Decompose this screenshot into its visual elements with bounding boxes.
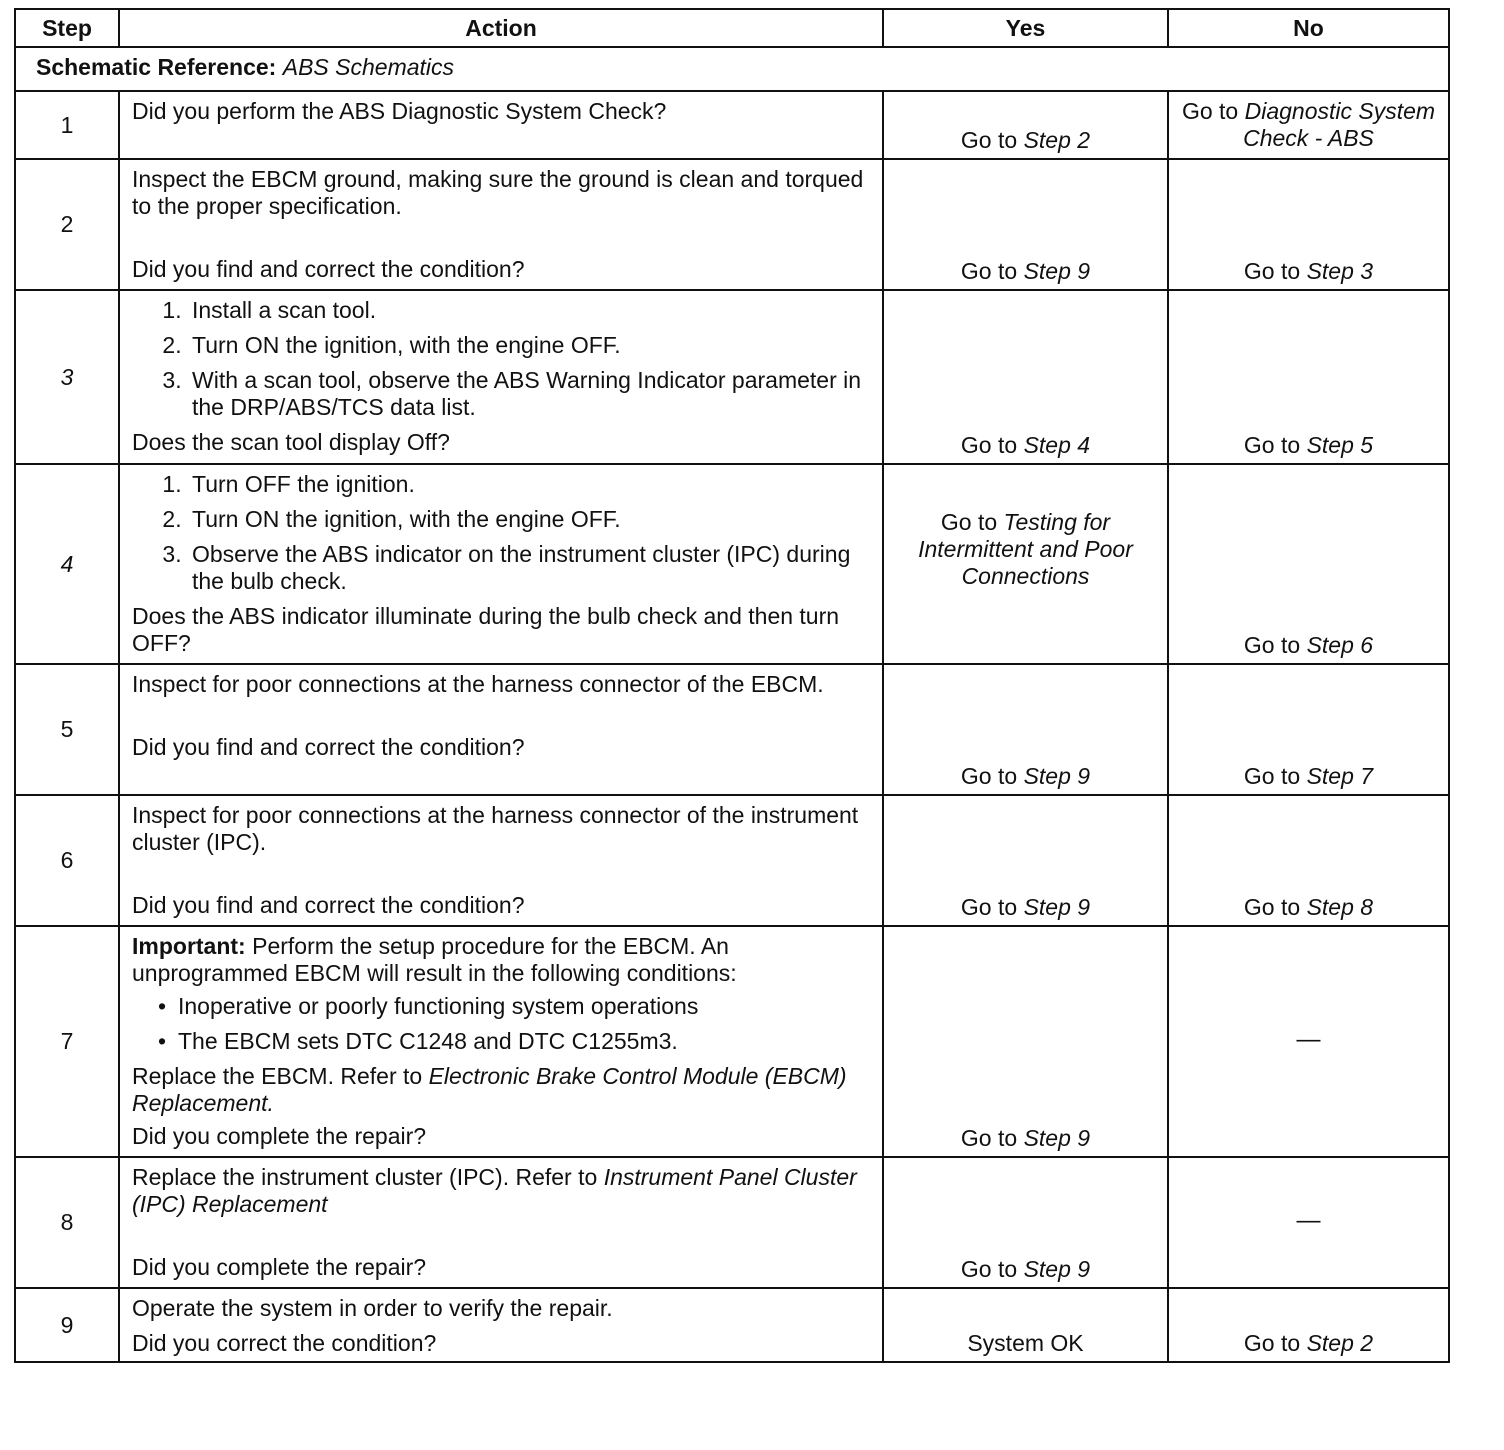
yes-cell [883,464,1168,664]
table-row [15,91,1449,159]
no-cell [1168,464,1449,664]
yes-link[interactable]: Step 9 [1023,1256,1091,1282]
list-item: 3. Observe the ABS indicator on the instrument cluster (IPC) during the bulb check. [188,541,872,595]
action-cell [119,664,883,795]
action-cell [119,1157,883,1288]
replace-instruction [132,1063,872,1117]
step-number: 8 [15,1157,119,1288]
action-cell [119,464,883,664]
no-link[interactable]: Diagnostic System Check - ABS [1243,98,1436,151]
no-link[interactable]: Step 3 [1306,258,1374,284]
yes-cell [883,1157,1168,1288]
replace-link[interactable]: Electronic Brake Control Module (EBCM) Replacement. [132,1063,847,1116]
schematic-label: Schematic Reference: [36,54,277,80]
question-text: Does the ABS indicator illuminate during the bulb check and then turn OFF? [132,603,840,656]
question-text: Did you find and correct the condition? [132,734,525,760]
table-row [15,664,1449,795]
yes-link[interactable]: Step 9 [1023,894,1091,920]
no-cell: — [1168,1157,1449,1288]
action-cell [119,91,883,159]
action-cell [119,290,883,464]
action-text: Did you perform the ABS Diagnostic System Check? [132,98,667,124]
yes-cell [883,91,1168,159]
yes-link[interactable]: Step 9 [1023,258,1091,284]
no-link[interactable]: Step 7 [1306,763,1374,789]
yes-link[interactable]: Step 4 [1023,432,1091,458]
step-number: 9 [15,1288,119,1362]
yes-prefix: Go to [960,894,1018,920]
no-prefix: Go to [1243,763,1301,789]
step-number: 7 [15,926,119,1157]
no-prefix: Go to [1243,894,1301,920]
schematic-row [15,47,1449,91]
list-item: 1. Install a scan tool. [188,297,872,324]
no-cell [1168,1288,1449,1362]
header-action: Action [119,9,883,47]
list-item: • Inoperative or poorly functioning system operations [178,993,872,1020]
action-text: Inspect for poor connections at the harness connector of the EBCM. [132,671,824,697]
schematic-reference [15,47,1449,91]
no-link[interactable]: Step 2 [1306,1330,1374,1356]
step-number: 5 [15,664,119,795]
list-item: 2. Turn ON the ignition, with the engine OFF. [188,332,872,359]
yes-prefix: Go to [960,127,1018,153]
action-cell [119,795,883,926]
yes-cell: System OK [883,1288,1168,1362]
yes-prefix: Go to [960,1125,1018,1151]
diagnostic-table [14,8,1450,1363]
yes-cell [883,159,1168,290]
action-cell [119,926,883,1157]
yes-prefix: Go to [960,258,1018,284]
yes-cell [883,795,1168,926]
question-text: Does the scan tool display Off? [132,429,450,455]
table-row [15,926,1449,1157]
question-text: Did you complete the repair? [132,1254,427,1280]
header-row [15,9,1449,47]
no-cell [1168,795,1449,926]
procedure-list [132,471,872,595]
table-row [15,290,1449,464]
list-item: 3. With a scan tool, observe the ABS Warning Indicator parameter in the DRP/ABS/TCS data list. [188,367,872,421]
yes-prefix: Go to [960,1256,1018,1282]
replace-link[interactable]: Instrument Panel Cluster (IPC) Replacement [132,1164,857,1217]
no-link[interactable]: Step 6 [1306,632,1374,658]
question-text: Did you correct the condition? [132,1330,437,1356]
no-prefix: Go to [1243,1330,1301,1356]
table-row [15,1288,1449,1362]
no-link[interactable]: Step 8 [1306,894,1374,920]
no-prefix: Go to [1243,432,1301,458]
yes-link[interactable]: Testing for Intermittent and Poor Connections [918,508,1133,589]
no-cell [1168,290,1449,464]
replace-text: Replace the EBCM. Refer to [132,1063,423,1089]
procedure-list [132,297,872,421]
action-text: Operate the system in order to verify the repair. [132,1295,613,1321]
yes-link[interactable]: Step 9 [1023,1125,1091,1151]
no-cell [1168,159,1449,290]
important-text: Perform the setup procedure for the EBCM. An unprogrammed EBCM will result in the following conditions: [132,933,737,986]
step-number: 3 [15,290,119,464]
schematic-link[interactable]: ABS Schematics [282,54,455,80]
yes-cell [883,290,1168,464]
list-item: • The EBCM sets DTC C1248 and DTC C1255m3. [178,1028,872,1055]
no-cell [1168,664,1449,795]
replace-instruction [132,1164,872,1218]
step-number: 2 [15,159,119,290]
action-cell [119,159,883,290]
yes-link[interactable]: Step 2 [1023,127,1091,153]
no-prefix: Go to [1243,632,1301,658]
table-row [15,464,1449,664]
important-note [132,933,872,987]
no-cell: — [1168,926,1449,1157]
question-text: Did you find and correct the condition? [132,892,525,918]
conditions-list [132,993,872,1055]
no-prefix: Go to [1181,98,1239,124]
no-prefix: Go to [1243,258,1301,284]
header-yes: Yes [883,9,1168,47]
header-no: No [1168,9,1449,47]
question-text: Did you complete the repair? [132,1123,427,1149]
table-row [15,159,1449,290]
step-number: 6 [15,795,119,926]
yes-link[interactable]: Step 9 [1023,763,1091,789]
yes-cell [883,926,1168,1157]
yes-prefix: Go to [960,763,1018,789]
replace-text: Replace the instrument cluster (IPC). Refer to [132,1164,598,1190]
yes-prefix: Go to [940,508,998,535]
header-step: Step [15,9,119,47]
question-text: Did you find and correct the condition? [132,256,525,282]
list-item: 2. Turn ON the ignition, with the engine OFF. [188,506,872,533]
no-link[interactable]: Step 5 [1306,432,1374,458]
step-number: 1 [15,91,119,159]
action-text: Inspect the EBCM ground, making sure the ground is clean and torqued to the proper specification. [132,166,864,219]
important-label: Important: [132,933,246,959]
step-number: 4 [15,464,119,664]
yes-prefix: Go to [960,432,1018,458]
table-row [15,1157,1449,1288]
no-cell [1168,91,1449,159]
table-row [15,795,1449,926]
action-text: Inspect for poor connections at the harness connector of the instrument cluster (IPC). [132,802,859,855]
action-cell [119,1288,883,1362]
yes-cell [883,664,1168,795]
list-item: 1. Turn OFF the ignition. [188,471,872,498]
